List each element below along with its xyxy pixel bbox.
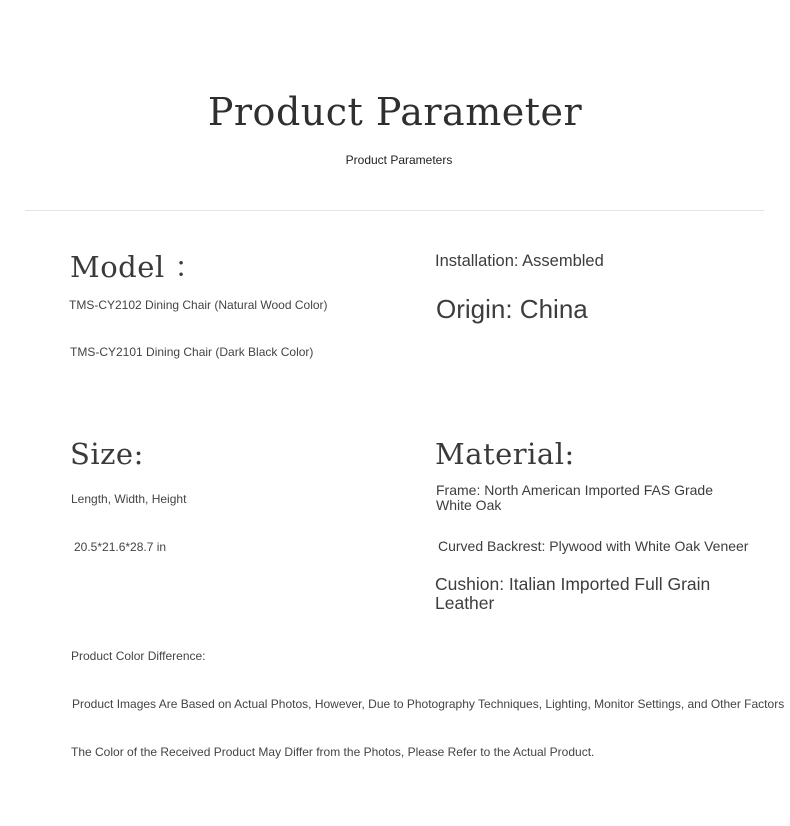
color-note-line1: Product Images Are Based on Actual Photos, However, Due to Photography Techniques, Lighting, Monitor Settings, and Other Factors bbox=[72, 697, 785, 711]
installation-text: Installation: Assembled bbox=[435, 252, 604, 270]
color-note-line2: The Color of the Received Product May Differ from the Photos, Please Refer to the Actual Product. bbox=[71, 745, 595, 759]
material-frame: Frame: North American Imported FAS Grade White Oak bbox=[436, 482, 713, 513]
header-divider bbox=[25, 210, 764, 211]
size-label: Length, Width, Height bbox=[71, 492, 187, 506]
model-item-natural: TMS-CY2102 Dining Chair (Natural Wood Color) bbox=[69, 298, 328, 312]
material-cushion: Cushion: Italian Imported Full Grain Leather bbox=[435, 574, 711, 613]
color-note-heading: Product Color Difference: bbox=[71, 649, 206, 663]
size-value: 20.5*21.6*28.7 in bbox=[74, 540, 167, 554]
model-heading: Model ： bbox=[70, 250, 204, 284]
material-backrest: Curved Backrest: Plywood with White Oak Veneer bbox=[438, 538, 749, 554]
origin-text: Origin: China bbox=[436, 294, 588, 324]
material-heading: Material: bbox=[435, 437, 575, 471]
page-subtitle: Product Parameters bbox=[345, 153, 453, 167]
size-heading: Size: bbox=[70, 437, 144, 471]
model-item-black: TMS-CY2101 Dining Chair (Dark Black Color) bbox=[70, 345, 314, 359]
page-title: Product Parameter bbox=[207, 90, 583, 134]
